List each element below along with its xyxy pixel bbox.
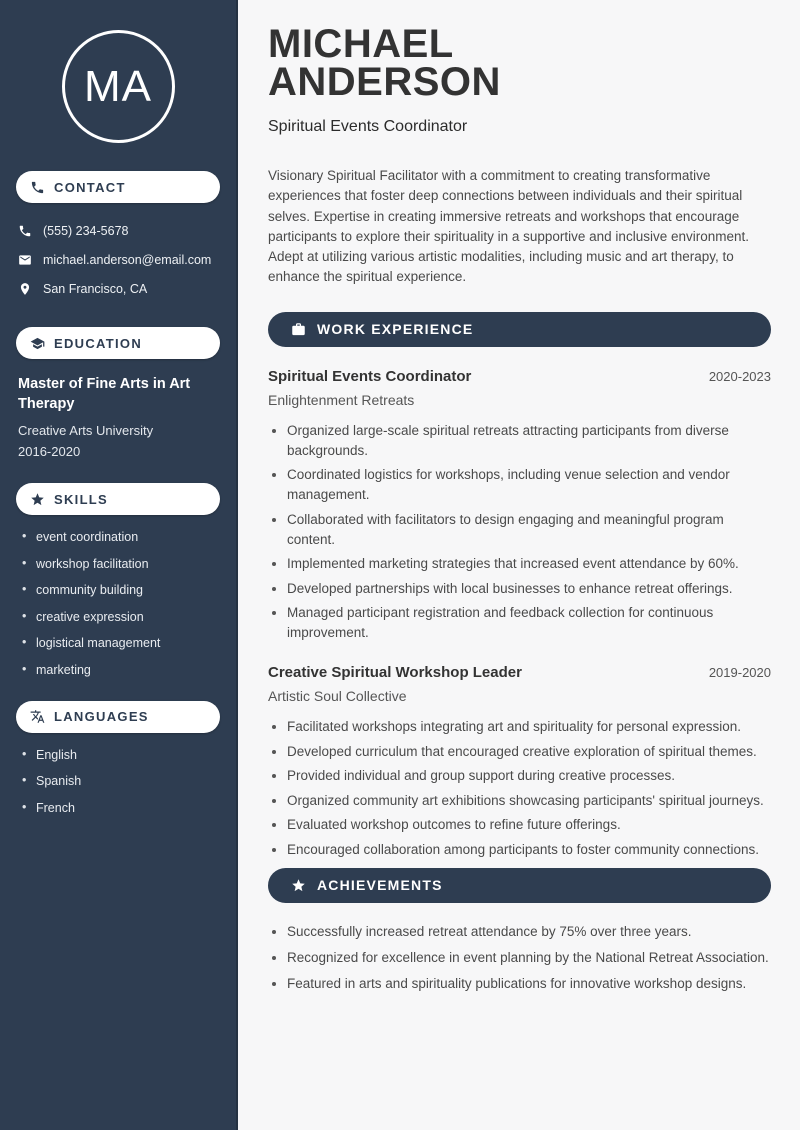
achievements-section-title: ACHIEVEMENTS bbox=[317, 877, 443, 894]
job-bullet: • Facilitated workshops integrating art and spirituality for personal expression. bbox=[287, 717, 771, 737]
skill-item: • event coordination bbox=[22, 530, 220, 544]
job-dates: 2019-2020 bbox=[708, 665, 771, 681]
skill-item: • workshop facilitation bbox=[22, 557, 220, 571]
contact-list bbox=[18, 216, 220, 303]
sidebar bbox=[0, 0, 238, 1130]
candidate-first-name: MICHAEL bbox=[268, 22, 454, 66]
job-dates: 2020-2023 bbox=[708, 368, 771, 384]
contact-email-row bbox=[18, 245, 220, 274]
skill-item: • community building bbox=[22, 583, 220, 597]
main-content bbox=[238, 0, 800, 1130]
skill-item: • logistical management bbox=[22, 636, 220, 650]
education-section-title: EDUCATION bbox=[54, 335, 143, 351]
job-head bbox=[268, 368, 771, 385]
candidate-last-name: ANDERSON bbox=[268, 60, 501, 104]
achievements-list bbox=[287, 922, 771, 994]
job-bullet-list bbox=[287, 421, 771, 644]
education-school: Creative Arts University bbox=[18, 423, 154, 438]
job-bullet: • Implemented marketing strategies that increased event attendance by 60%. bbox=[287, 554, 771, 574]
achievement-bullet: • Featured in arts and spirituality publications for innovative workshop designs. bbox=[287, 974, 771, 994]
avatar-wrap bbox=[16, 30, 220, 143]
languages-section-title: LANGUAGES bbox=[54, 709, 149, 724]
education-years: 2016-2020 bbox=[18, 444, 81, 459]
contact-location-value: San Francisco, CA bbox=[43, 281, 148, 296]
job-entry bbox=[268, 664, 771, 860]
job-bullet: • Evaluated workshop outcomes to refine future offerings. bbox=[287, 815, 771, 835]
work-experience-section-title: WORK EXPERIENCE bbox=[317, 321, 474, 338]
job-company: Artistic Soul Collective bbox=[268, 688, 407, 705]
contact-section-header bbox=[16, 171, 220, 203]
profile-summary: Visionary Spiritual Facilitator with a commitment to creating transformative experiences that foster deep connections between individuals and their spiritual selves. Expertise in creating immersive retreats and workshops that encourage participants to explore their spirituality in a supportive and inclusive environment. Adept at utilizing various artistic modalities, including music and art therapy, to enhance the spiritual experience. bbox=[268, 168, 749, 285]
translate-icon bbox=[30, 709, 45, 724]
contact-location-row bbox=[18, 274, 220, 303]
skills-section-title: SKILLS bbox=[54, 491, 109, 507]
achievement-bullet: • Successfully increased retreat attendance by 75% over three years. bbox=[287, 922, 771, 942]
language-item: • French bbox=[22, 801, 220, 815]
avatar-initials: MA bbox=[84, 61, 152, 111]
job-bullet: • Organized community art exhibitions showcasing participants' spiritual journeys. bbox=[287, 791, 771, 811]
languages-list bbox=[22, 748, 220, 815]
location-pin-icon bbox=[18, 282, 32, 296]
job-bullet: • Provided individual and group support during creative processes. bbox=[287, 766, 771, 786]
email-icon bbox=[18, 253, 32, 267]
education-degree: Master of Fine Arts in Art Therapy bbox=[18, 376, 191, 412]
languages-section-header bbox=[16, 701, 220, 733]
candidate-name bbox=[268, 22, 771, 104]
job-bullet: • Encouraged collaboration among participants to foster community connections. bbox=[287, 840, 771, 860]
graduation-cap-icon bbox=[30, 336, 45, 351]
skill-item: • creative expression bbox=[22, 610, 220, 624]
job-bullet: • Managed participant registration and feedback collection for continuous improvement. bbox=[287, 603, 771, 643]
language-item: • Spanish bbox=[22, 774, 220, 788]
contact-email-value: michael.anderson@email.com bbox=[43, 252, 212, 267]
language-item: • English bbox=[22, 748, 220, 762]
contact-section-title: CONTACT bbox=[54, 179, 126, 195]
briefcase-icon bbox=[291, 322, 306, 337]
job-entry bbox=[268, 368, 771, 644]
achievements-section-header bbox=[268, 868, 771, 903]
job-head bbox=[268, 664, 771, 681]
job-title: Spiritual Events Coordinator bbox=[268, 367, 472, 385]
job-bullet: • Developed partnerships with local businesses to enhance retreat offerings. bbox=[287, 579, 771, 599]
job-bullet: • Coordinated logistics for workshops, including venue selection and vendor management. bbox=[287, 465, 771, 505]
candidate-job-title: Spiritual Events Coordinator bbox=[268, 118, 468, 135]
star-icon bbox=[30, 492, 45, 507]
phone-icon bbox=[30, 180, 45, 195]
skills-section-header bbox=[16, 483, 220, 515]
achievement-bullet: • Recognized for excellence in event planning by the National Retreat Association. bbox=[287, 948, 771, 968]
contact-phone-value: (555) 234-5678 bbox=[43, 223, 129, 238]
job-title: Creative Spiritual Workshop Leader bbox=[268, 664, 522, 682]
job-bullet: • Collaborated with facilitators to design engaging and meaningful program content. bbox=[287, 510, 771, 550]
contact-phone-row bbox=[18, 216, 220, 245]
job-bullet-list bbox=[287, 717, 771, 860]
star-icon bbox=[291, 878, 306, 893]
phone-icon bbox=[18, 224, 32, 238]
skill-item: • marketing bbox=[22, 663, 220, 677]
job-bullet: • Developed curriculum that encouraged creative exploration of spiritual themes. bbox=[287, 742, 771, 762]
work-experience-section-header bbox=[268, 312, 771, 347]
avatar bbox=[62, 30, 175, 143]
skills-list bbox=[22, 530, 220, 677]
job-bullet: • Organized large-scale spiritual retreats attracting participants from diverse backgrounds. bbox=[287, 421, 771, 461]
job-company: Enlightenment Retreats bbox=[268, 391, 415, 408]
education-section-header bbox=[16, 327, 220, 359]
